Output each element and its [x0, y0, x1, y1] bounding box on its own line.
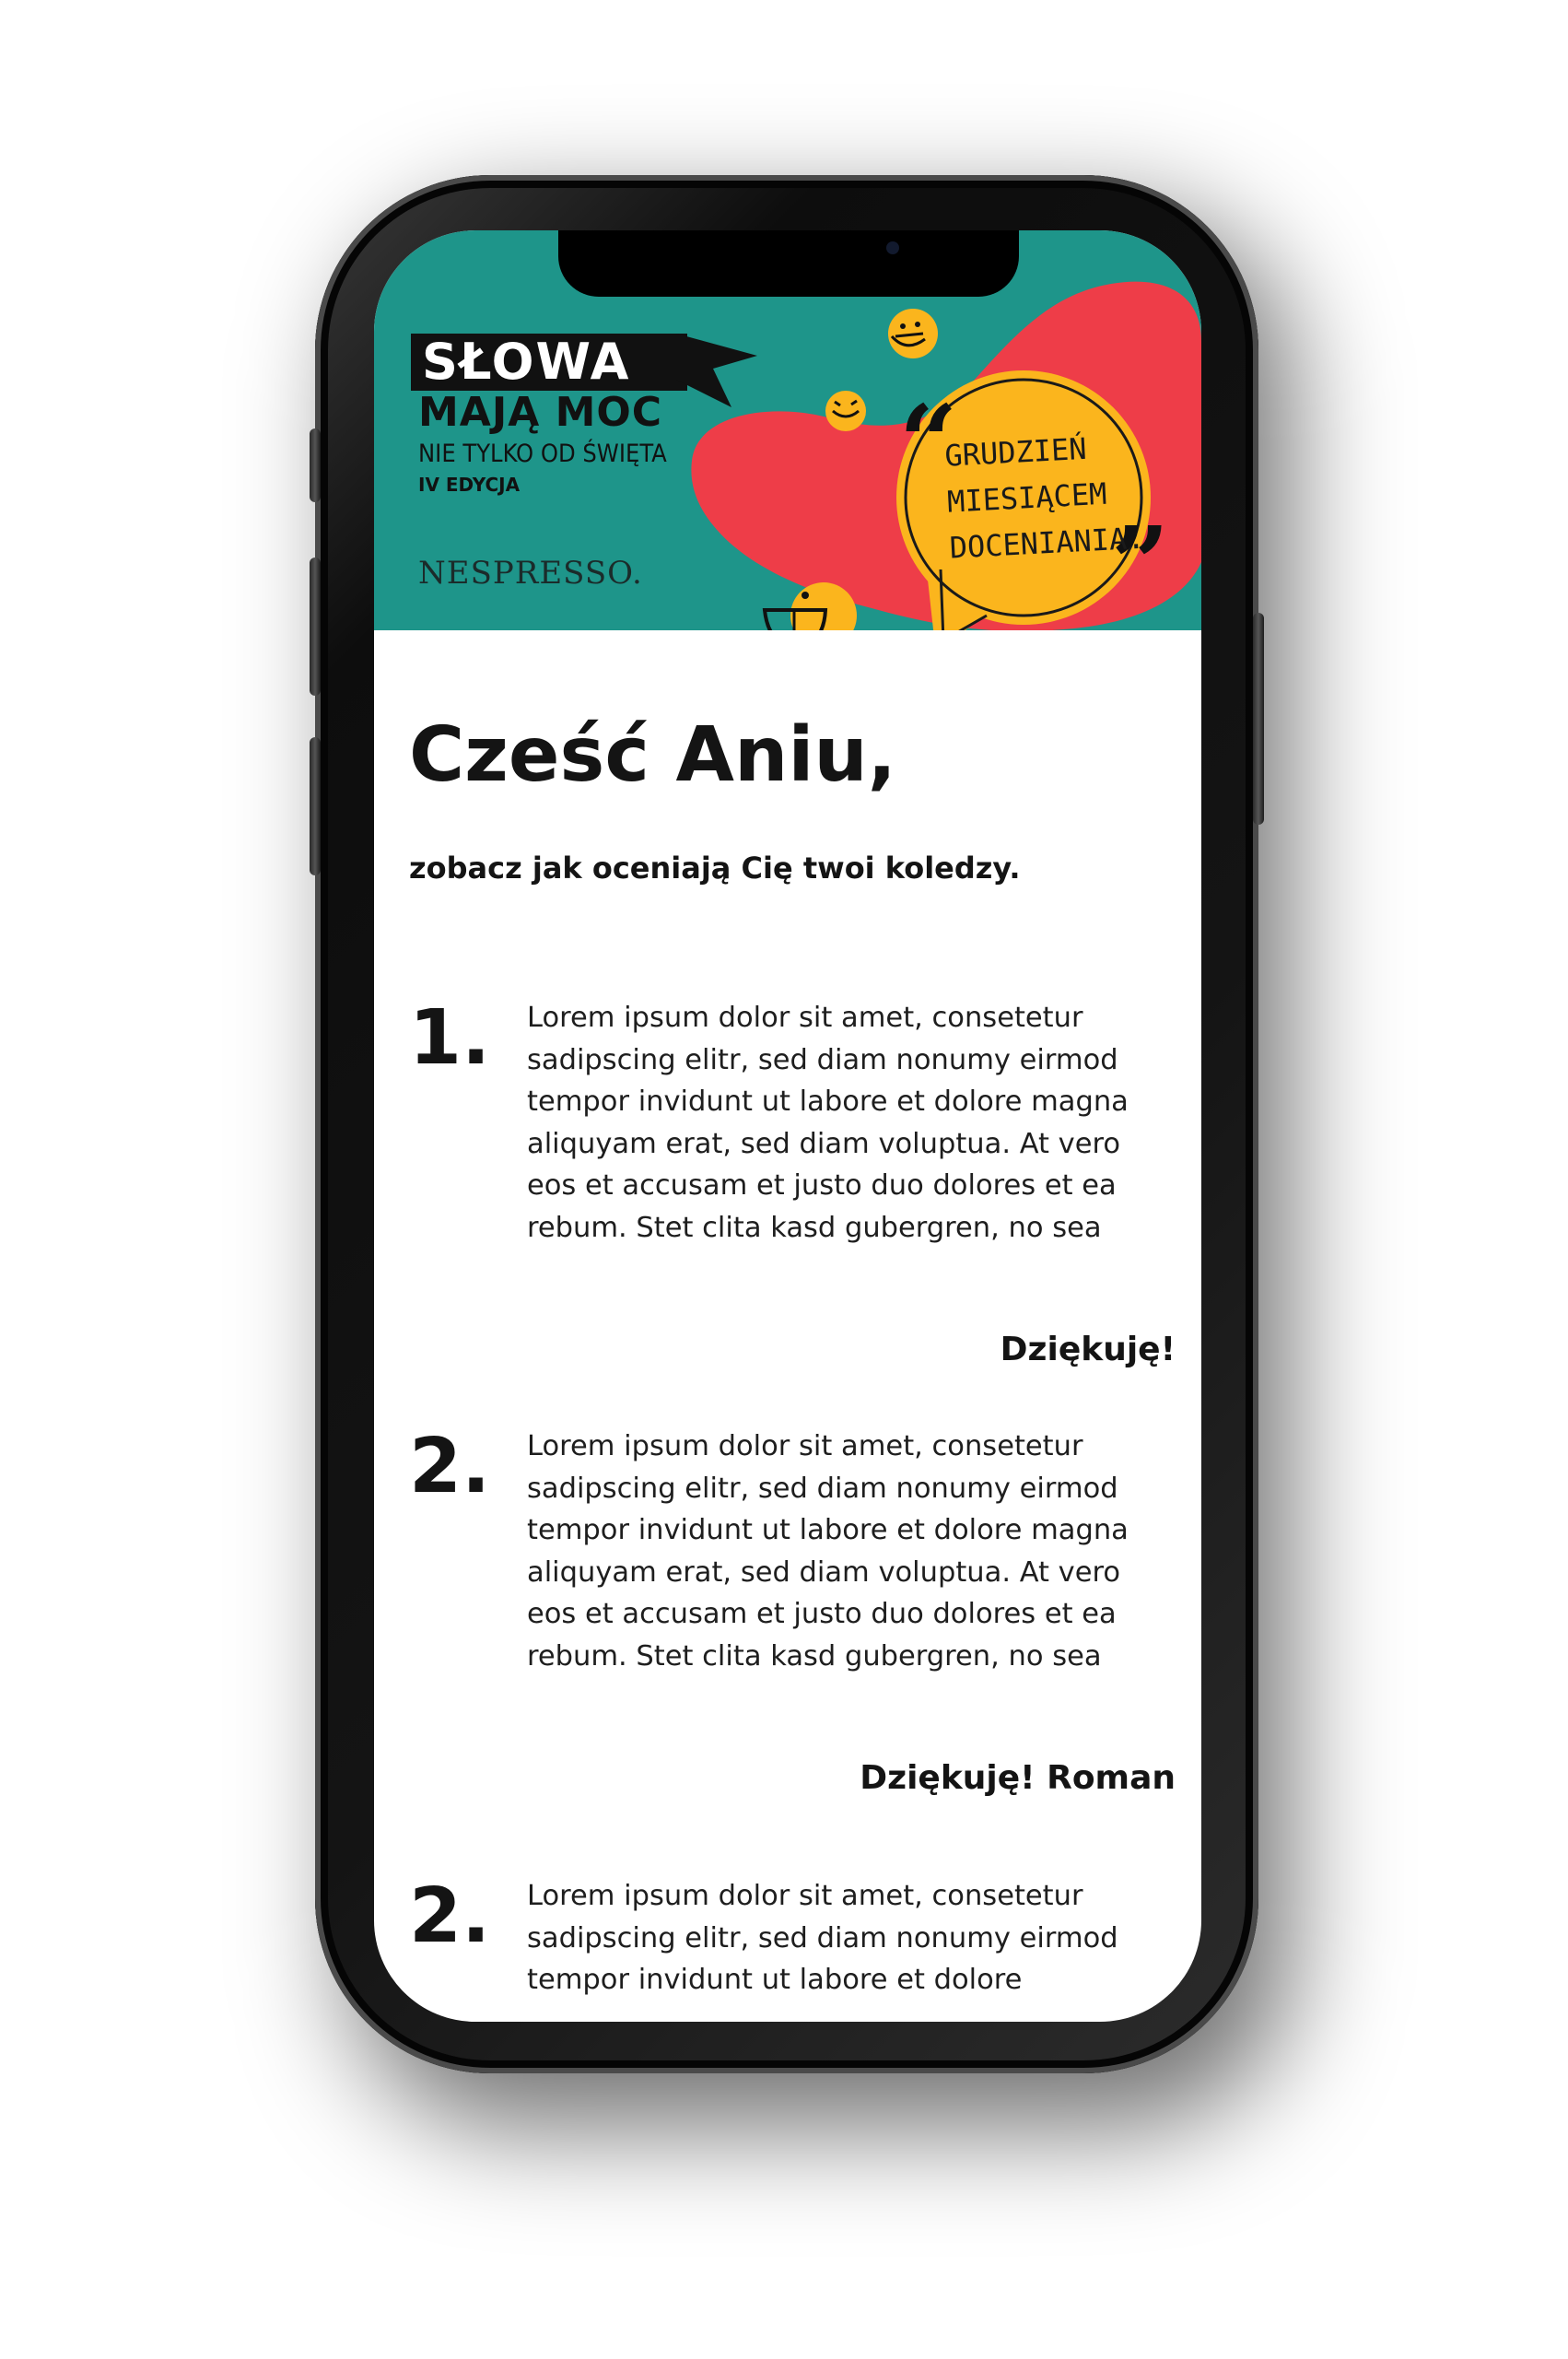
edition-label: IV EDYCJA: [418, 474, 521, 496]
entry-signature: Dziękuję! Roman: [860, 1759, 1176, 1797]
bubble-line-3: DOCENIANIA.: [948, 520, 1146, 566]
feedback-entry: [409, 994, 1176, 1384]
entry-text: Lorem ipsum dolor sit amet, consetetur sadipscing elitr, sed diam nonumy eirmod tempor invidunt ut labore et dolore magna aliquyam erat, sed diam voluptua. At vero eos et accusam et justo duo dolores et ea rebum. Stet clita kasd gubergren, no sea: [527, 1002, 1129, 1244]
entry-number: 2.: [409, 1423, 491, 1510]
feedback-entry: [409, 1872, 1176, 2022]
silent-switch: [310, 428, 321, 502]
notch: [558, 230, 1019, 297]
logo-lightning-icon: [676, 334, 757, 426]
entry-text: Lorem ipsum dolor sit amet, consetetur sadipscing elitr, sed diam nonumy eirmod tempor invidunt ut labore et dolore: [527, 1880, 1118, 1997]
close-quote-icon: ”: [1111, 504, 1170, 623]
entry-text: Lorem ipsum dolor sit amet, consetetur sadipscing elitr, sed diam nonumy eirmod tempor invidunt ut labore et dolore magna aliquyam erat, sed diam voluptua. At vero eos et accusam et justo duo dolores et ea rebum. Stet clita kasd gubergren, no sea: [527, 1430, 1129, 1672]
bubble-line-1: GRUDZIEŃ: [943, 430, 1088, 474]
logo-title: SŁOWA: [411, 334, 687, 391]
phone-screen[interactable]: [374, 230, 1201, 2022]
smiley-top-icon: [888, 309, 938, 358]
logo-subtitle: MAJĄ MOC: [418, 389, 663, 436]
entry-number: 2.: [409, 1872, 491, 1960]
greeting-heading: Cześć Aniu,: [409, 711, 896, 799]
power-button: [1253, 613, 1264, 825]
speech-bubble-text: [943, 422, 1153, 570]
volume-down-button: [310, 737, 321, 875]
feedback-entry: [409, 1423, 1176, 1813]
bubble-line-2: MIESIĄCEM: [946, 475, 1108, 520]
brand-logo: NESPRESSO.: [418, 555, 643, 592]
smiley-bottom-icon: [765, 582, 857, 630]
volume-up-button: [310, 557, 321, 696]
front-camera: [886, 241, 899, 254]
entry-number: 1.: [409, 994, 491, 1082]
smiley-middle-icon: [825, 391, 866, 431]
entry-signature: Dziękuję!: [1000, 1331, 1176, 1368]
logo-tagline: NIE TYLKO OD ŚWIĘTA: [418, 440, 667, 468]
open-quote-icon: “: [899, 382, 958, 501]
greeting-subheading: zobacz jak oceniają Cię twoi koledzy.: [409, 851, 1021, 886]
